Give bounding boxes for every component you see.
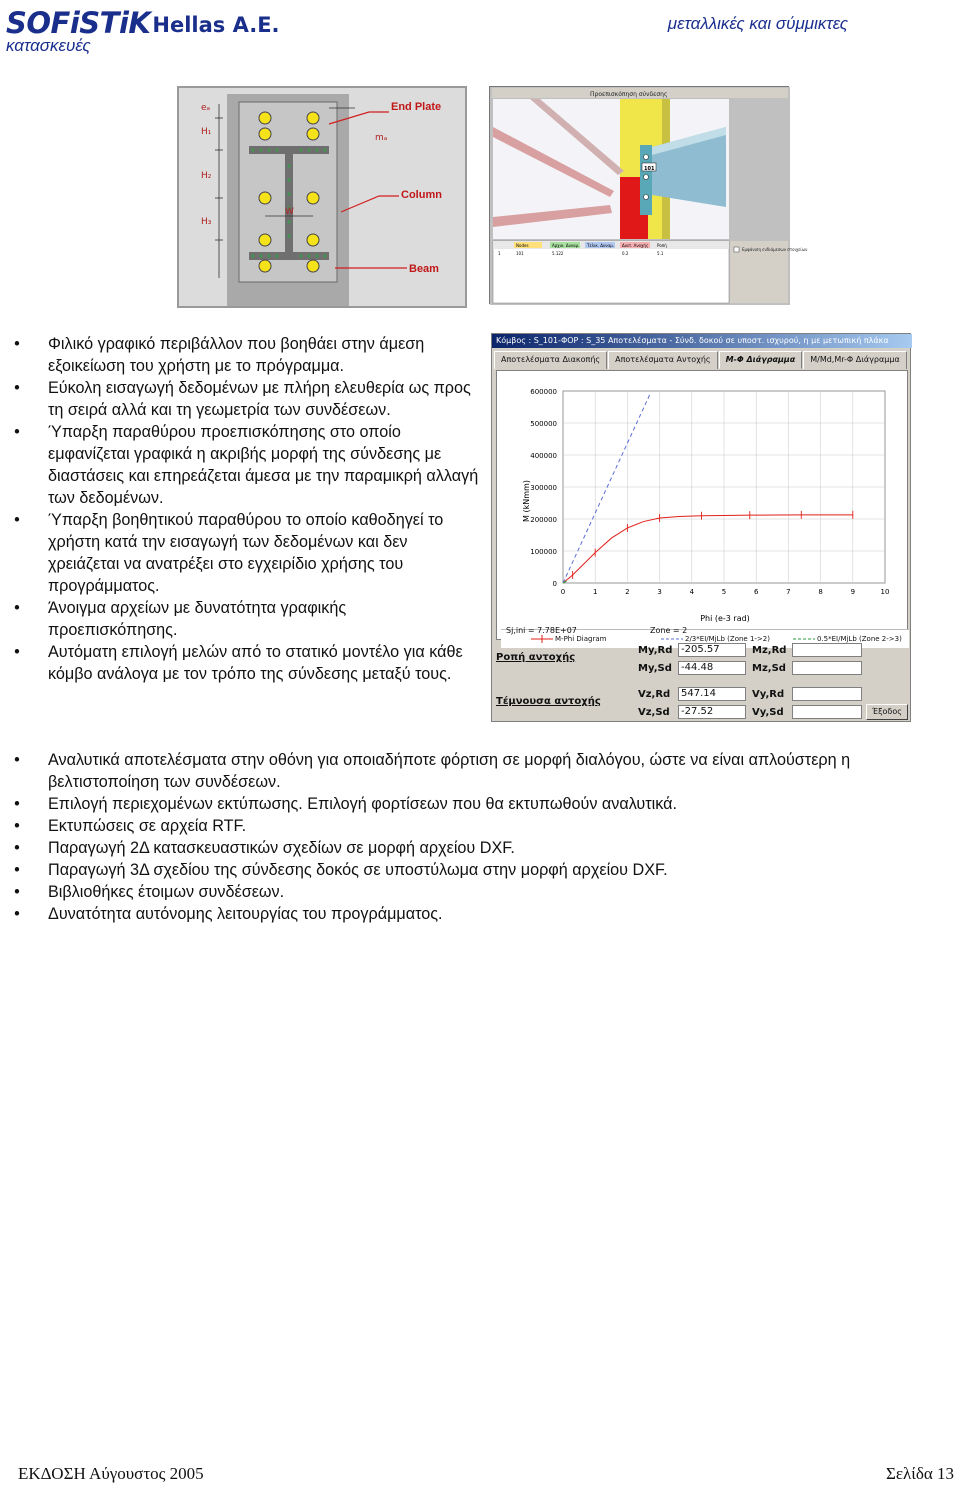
vz-sd-field[interactable]: -27.52	[678, 705, 746, 719]
list-item-text: Αναλυτικά αποτελέσματα στην οθόνη για οποιαδήποτε φόρτιση σε μορφή διαλόγου, ώστε να είναι απλούστερη η βελτιστοποίηση των συνδέσεων.	[48, 751, 851, 791]
list-item-text: Βιβλιοθήκες έτοιμων συνδέσεων.	[48, 883, 285, 901]
my-sd-field[interactable]: -44.48	[678, 661, 746, 675]
list-item-text: Ύπαρξη παραθύρου προεπισκόπησης στο οποίο εμφανίζεται γραφικά η ακριβής μορφή της σύνδεσης με διαστάσεις και επηρεάζεται άμεσα με την παραμικρή αλλαγή των δεδομένων.	[48, 423, 479, 507]
vz-rd-field[interactable]: 547.14	[678, 687, 746, 701]
tab-resistance-results[interactable]: Αποτελέσματα Αντοχής	[608, 351, 718, 369]
list-item	[0, 377, 480, 421]
legend-zone-12: 2/3*EI/MjLb (Zone 1->2)	[685, 635, 770, 643]
x-tick-label: 4	[689, 588, 695, 596]
table-cell-1: 101	[516, 251, 524, 256]
list-item	[0, 903, 960, 925]
end-plate-drawing	[179, 88, 465, 306]
bullet-icon: •	[14, 905, 20, 923]
y-tick-label: 100000	[530, 548, 557, 556]
connection-preview-figure	[489, 86, 808, 304]
list-item	[0, 793, 960, 815]
results-window-figure	[491, 333, 911, 722]
legend-m-phi: M-Phi Diagram	[555, 635, 607, 643]
table-cell-0: 1	[498, 251, 501, 256]
x-tick-label: 6	[753, 588, 759, 596]
y-tick-label: 0	[552, 580, 557, 588]
header-title: μεταλλικές και σύμμικτες	[667, 14, 848, 33]
list-item	[0, 641, 480, 685]
mz-rd-label: Mz,Rd	[752, 645, 787, 656]
y-axis-label: M (kNmm)	[522, 480, 531, 522]
end-plate-figure	[177, 86, 467, 308]
list-item-text: Επιλογή περιεχομένων εκτύπωσης. Επιλογή φορτίσεων που θα εκτυπωθούν αναλυτικά.	[48, 795, 678, 813]
x-tick-label: 8	[818, 588, 823, 596]
my-rd-field[interactable]: -205.57	[678, 643, 746, 657]
list-item	[0, 597, 480, 641]
list-item-text: Φιλικό γραφικό περιβάλλον που βοηθάει στην άμεση εξοικείωση του χρήστη με το πρόγραμμα.	[48, 335, 425, 375]
list-item	[0, 859, 960, 881]
vy-sd-label: Vy,Sd	[752, 707, 784, 718]
bullet-icon: •	[14, 423, 20, 441]
table-header-0: Nodes	[516, 243, 529, 248]
bullet-icon: •	[14, 335, 20, 353]
list-item	[0, 837, 960, 859]
vy-sd-field[interactable]	[792, 705, 862, 719]
label-ea: eₐ	[201, 103, 211, 113]
moment-resistance-title: Ροπή αντοχής	[496, 652, 576, 663]
legend-line-red	[531, 635, 553, 645]
bullet-icon: •	[14, 795, 20, 813]
bullet-icon: •	[14, 817, 20, 835]
label-end-plate: End Plate	[391, 101, 442, 113]
label-w: W	[285, 207, 294, 217]
logo-hellas-text: Hellas A.E.	[152, 13, 280, 37]
vz-sd-label: Vz,Sd	[638, 707, 670, 718]
bullet-icon: •	[14, 751, 20, 769]
footer-page-number: Σελίδα 13	[885, 1464, 954, 1483]
my-sd-label: My,Sd	[638, 663, 672, 674]
x-tick-label: 7	[786, 588, 791, 596]
label-ma: mₐ	[375, 133, 388, 143]
table-cell-3: 0.2	[622, 251, 629, 256]
list-item	[0, 421, 480, 509]
label-h1: H₁	[201, 127, 212, 137]
bullet-icon: •	[14, 599, 20, 617]
zone-label: Zone = 2	[650, 626, 688, 635]
table-header-2: Τελικ. Δυναμ.	[587, 243, 614, 248]
table-cell-2: 5.122	[552, 251, 564, 256]
company-logo	[6, 4, 280, 38]
results-window-title: Κόμβος : S_101-ΦΟΡ : S_35 Αποτελέσματα - Σύνδ. δοκού σε υποστ. ισχυρού, η με μετωπική πλάκα	[492, 334, 912, 348]
chart-grid	[563, 391, 885, 583]
list-item	[0, 815, 960, 837]
list-item-text: Εύκολη εισαγωγή δεδομένων με πλήρη ελευθερία ως προς τη σειρά αλλά και τη γεωμετρία των συνδέσεων.	[48, 379, 471, 419]
exit-button[interactable]: Έξοδος	[866, 704, 908, 720]
table-header-1: Αρχικ. Δυναμ.	[552, 243, 580, 248]
logo-sofistik-text: SOFiSTiK	[6, 6, 151, 40]
x-tick-label: 2	[625, 588, 630, 596]
legend-zone-23: 0.5*EI/MjLb (Zone 2->3)	[817, 635, 902, 643]
y-tick-label: 600000	[530, 388, 557, 396]
connection-3d-drawing	[490, 87, 808, 305]
table-header-4: Ροπή	[657, 243, 667, 248]
list-item-text: Εκτυπώσεις σε αρχεία RTF.	[48, 817, 247, 835]
list-item-text: Παραγωγή 2Δ κατασκευαστικών σχεδίων σε μορφή αρχείου DXF.	[48, 839, 515, 857]
vy-rd-field[interactable]	[792, 687, 862, 701]
mz-sd-label: Mz,Sd	[752, 663, 786, 674]
bullet-icon: •	[14, 861, 20, 879]
y-tick-label: 200000	[530, 516, 557, 524]
label-h3: H₃	[201, 217, 212, 227]
list-item-text: Παραγωγή 3Δ σχεδίου της σύνδεσης δοκός σε υποστύλωμα στην μορφή αρχείου DXF.	[48, 861, 668, 879]
x-tick-label: 9	[850, 588, 856, 596]
preview-side-text: Εμφάνιση ενδιάμεσων στοιχείων	[742, 247, 808, 252]
y-tick-label: 500000	[530, 420, 557, 428]
shear-resistance-title: Τέμνουσα αντοχής	[496, 696, 601, 707]
list-item	[0, 881, 960, 903]
y-tick-label: 400000	[530, 452, 557, 460]
features-list-top	[0, 333, 480, 685]
table-header-3: Διατ. Ανοχής	[622, 243, 649, 248]
table-cell-4: 5.1	[657, 251, 664, 256]
bullet-icon: •	[14, 379, 20, 397]
label-beam: Beam	[409, 263, 439, 275]
sj-ini-label: Sj,ini = 7.78E+07	[506, 626, 577, 635]
tab-stop-results[interactable]: Αποτελέσματα Διακοπής	[494, 351, 607, 369]
x-tick-label: 10	[880, 588, 890, 596]
mz-rd-field[interactable]	[792, 643, 862, 657]
my-rd-label: My,Rd	[638, 645, 673, 656]
list-item	[0, 509, 480, 597]
list-item-text: Ύπαρξη βοηθητικού παραθύρου το οποίο καθοδηγεί το χρήστη κατά την εισαγωγή των δεδομένων και δεν χρειάζεται να ανατρέξει στο εγχειρίδιο χρήσης του προγράμματος.	[48, 511, 444, 595]
chart-area	[496, 370, 908, 643]
x-tick-label: 0	[560, 588, 566, 596]
tab-m-md-phi-diagram[interactable]: M/Md,Mr-Φ Διάγραμμα	[803, 351, 907, 369]
vz-rd-label: Vz,Rd	[638, 689, 671, 700]
x-tick-label: 1	[592, 588, 598, 596]
vy-rd-label: Vy,Rd	[752, 689, 785, 700]
list-item-text: Αυτόματη επιλογή μελών από το στατικό μοντέλο για κάθε κόμβο ανάλογα με τον τρόπο της σύνδεσης μεταξύ τους.	[48, 643, 463, 683]
x-tick-label: 3	[657, 588, 662, 596]
tab-m-phi-diagram[interactable]: M-Φ Διάγραμμα	[719, 351, 803, 369]
label-column: Column	[401, 189, 442, 201]
mz-sd-field[interactable]	[792, 661, 862, 675]
list-item-text: Άνοιγμα αρχείων με δυνατότητα γραφικής προεπισκόπησης.	[48, 599, 347, 639]
list-item	[0, 333, 480, 377]
list-item	[0, 749, 960, 793]
features-list-bottom	[0, 749, 960, 925]
preview-window-title: Προεπισκόπηση σύνδεσης	[590, 91, 668, 98]
y-tick-label: 300000	[530, 484, 557, 492]
m-phi-chart	[497, 371, 907, 629]
footer-edition: ΕΚΔΟΣΗ Αύγουστος 2005	[18, 1464, 204, 1483]
bullet-icon: •	[14, 511, 20, 529]
header-subtitle: κατασκευές	[6, 36, 91, 55]
list-item-text: Δυνατότητα αυτόνομης λειτουργίας του προγράμματος.	[48, 905, 443, 923]
bullet-icon: •	[14, 883, 20, 901]
label-h2: H₂	[201, 171, 212, 181]
results-tabs	[494, 351, 909, 369]
x-tick-label: 5	[721, 588, 727, 596]
bullet-icon: •	[14, 643, 20, 661]
x-axis-label: Phi (e-3 rad)	[700, 614, 750, 623]
node-tag: 101	[644, 166, 655, 172]
bullet-icon: •	[14, 839, 20, 857]
